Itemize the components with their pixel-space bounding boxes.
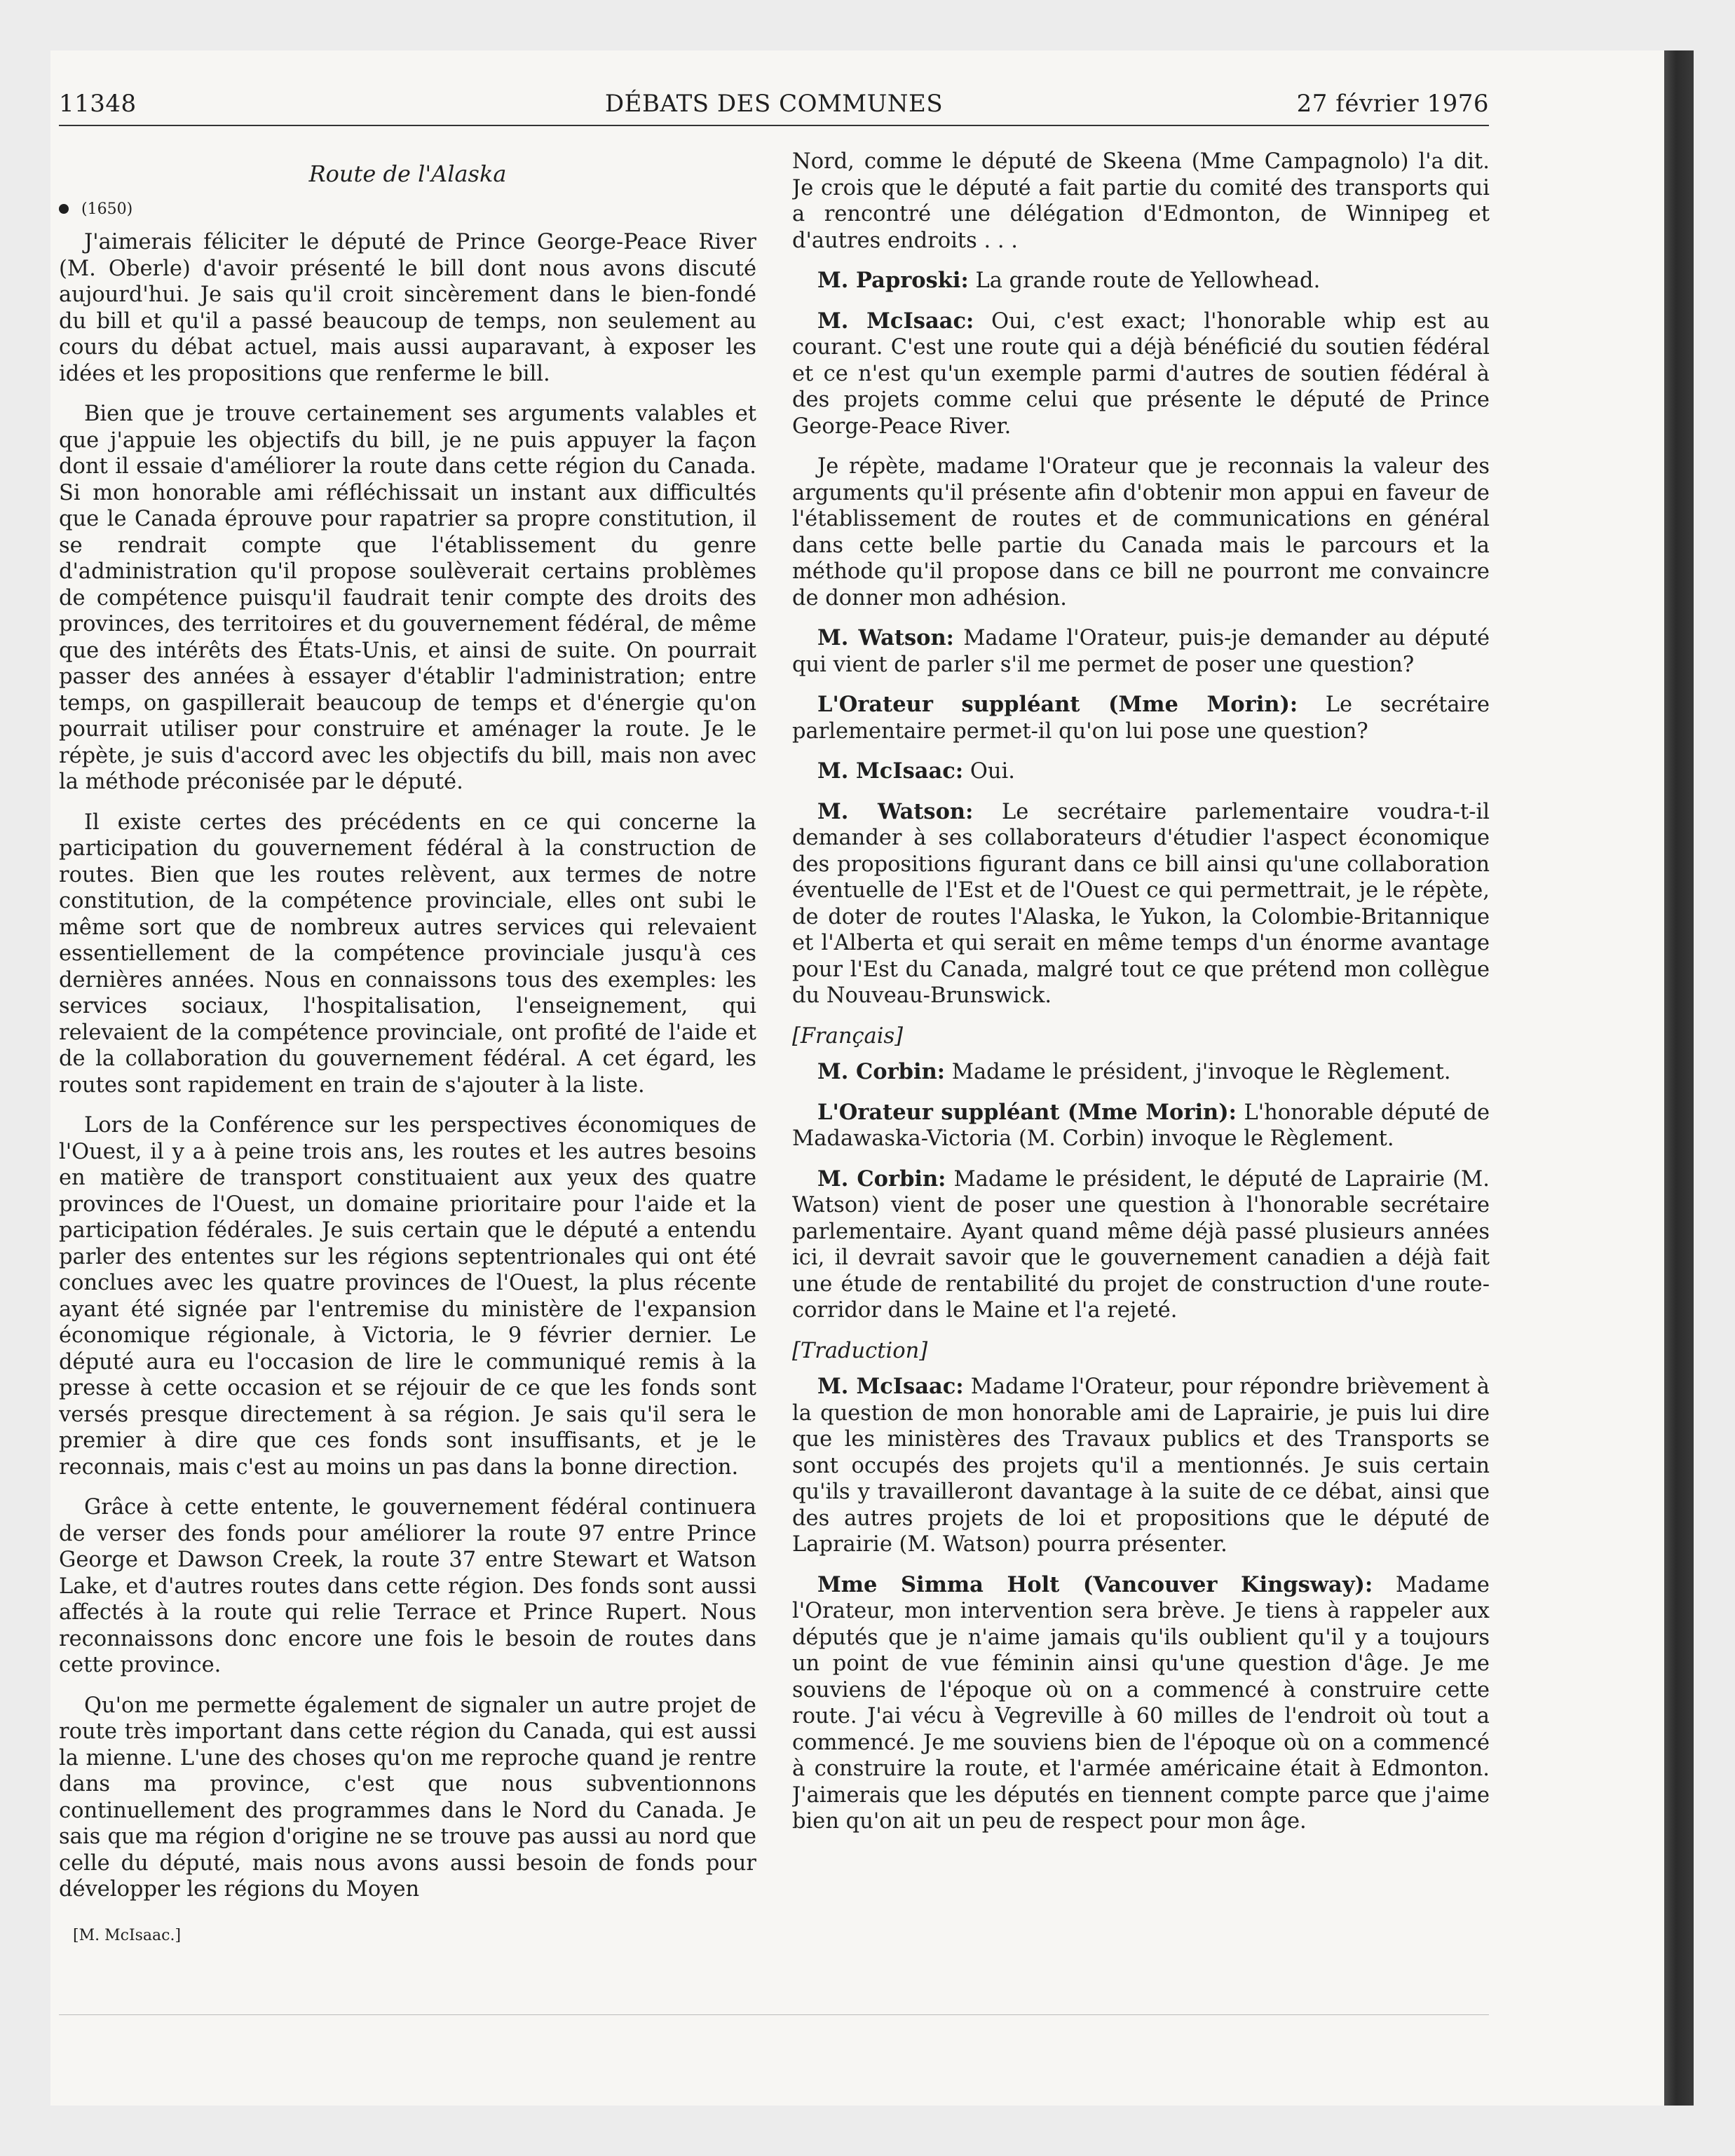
speech-text: L'honorable député de Madawaska-Victoria (M. Corbin) invoque le Règlement.	[792, 1100, 1490, 1151]
paragraph	[792, 758, 1490, 785]
speech-text: La grande route de Yellowhead.	[968, 268, 1321, 293]
paragraph: Bien que je trouve certainement ses arguments valables et que j'appuie les objectifs du bill, je ne puis appuyer la façon dont il essaie d'améliorer la route dans cette région du Canada. Si mon honorable ami réfléchissait un instant aux difficultés que le Canada éprouve pour rapatrier sa propre constitution, il se rendrait compte que l'établissement du genre d'administration qu'il propose soulèverait certains problèmes de compétence puisqu'il faudrait tenir compte des droits des provinces, des territoires et du gouvernement fédéral, de même que des intérêts des États-Unis, et ainsi de suite. On pourrait passer des années à essayer d'établir l'administration; entre temps, on gaspillerait beaucoup de temps et d'énergie qu'on pourrait utiliser pour construire et aménager la route. Je le répète, je suis d'accord avec les objectifs du bill, mais non avec la méthode préconisée par le député.	[59, 402, 756, 794]
paragraph	[792, 1166, 1490, 1324]
speaker-name: L'Orateur suppléant (Mme Morin):	[817, 1099, 1237, 1125]
paragraph	[792, 1100, 1490, 1152]
speech-text: Madame le président, j'invoque le Règlement.	[945, 1060, 1451, 1084]
publication-date: 27 février 1976	[1296, 90, 1489, 118]
speech-text: Madame l'Orateur, mon intervention sera brève. Je tiens à rappeler aux députés que je n'aime jamais qu'ils oublient qu'il y a toujours un point de vue féminin ainsi qu'une question d'âge. Je me souviens de l'époque où on a commencé à construire cette route. J'ai vécu à Vegreville à 60 milles de l'endroit où tout a commencé. Je me souviens bien de l'époque où on a commencé à construire la route, et l'armée américaine était à Edmonton. J'aimerais que les députés en tiennent compte parce que j'aime bien qu'on ait un peu de respect pour mon âge.	[792, 1572, 1490, 1834]
speaker-name: M. Watson:	[817, 798, 974, 824]
speech-text: Madame le président, le député de Laprairie (M. Watson) vient de poser une question à l'honorable secrétaire parlementaire. Ayant quand même déjà passé plusieurs années ici, il devrait savoir que le gouvernement canadien a déjà fait une étude de rentabilité du projet de construction d'une route-corridor dans le Maine et l'a rejeté.	[792, 1166, 1490, 1323]
speech-text: Madame l'Orateur, pour répondre brièvement à la question de mon honorable ami de Laprairie, je puis lui dire que les ministères des Travaux publics et des Transports se sont occupés des projets qu'il a mentionnés. Je suis certain qu'ils y travailleront davantage à la suite de ce débat, ainsi que des autres projets de loi et propositions que le député de Laprairie (M. Watson) pourra présenter.	[792, 1374, 1490, 1557]
page-number: 11348	[59, 90, 137, 118]
right-column	[792, 149, 1490, 2013]
speech-text: Le secrétaire parlementaire permet-il qu'on lui pose une question?	[792, 692, 1490, 744]
speaker-name: M. McIsaac:	[817, 758, 964, 784]
paragraph	[792, 1374, 1490, 1558]
speaker-name: M. Watson:	[817, 625, 954, 650]
paragraph	[792, 453, 1490, 611]
speaker-name: L'Orateur suppléant (Mme Morin):	[817, 692, 1298, 717]
speech-text: Oui, c'est exact; l'honorable whip est au courant. C'est une route qui a déjà bénéficié du soutien fédéral et ce n'est qu'un exemple parmi d'autres de soutien fédéral à des projets comme celui que présente le député de Prince George-Peace River.	[792, 308, 1490, 439]
language-tag	[792, 1338, 1490, 1365]
speech-text: Oui.	[963, 759, 1015, 784]
speech-text: Je répète, madame l'Orateur que je reconnais la valeur des arguments qu'il présente afin d'obtenir mon appui en faveur de l'établissement de routes et de communications en général dans cette belle partie du Canada mais le parcours et la méthode qu'il propose dans ce bill ne pourront me convaincre de donner mon adhésion.	[792, 454, 1490, 610]
speaker-name: M. Corbin:	[817, 1059, 946, 1084]
speaker-name: M. Paproski:	[817, 268, 969, 293]
paragraph: Qu'on me permette également de signaler un autre projet de route très important dans cette région du Canada, qui est aussi la mienne. L'une des choses qu'on me reproche quand je rentre dans ma province, c'est que nous subventionnons continuellement des programmes dans le Nord du Canada. Je sais que ma région d'origine ne se trouve pas aussi au nord que celle du député, mais nous avons aussi besoin de fonds pour développer les régions du Moyen	[59, 1693, 756, 1902]
left-column	[59, 149, 756, 2013]
paragraph	[792, 308, 1490, 440]
speech-text: Le secrétaire parlementaire voudra-t-il demander à ses collaborateurs d'étudier l'aspect économique des propositions figurant dans ce bill ainsi qu'une collaboration éventuelle de l'Est et de l'Ouest ce qui permettrait, je le répète, de doter de routes l'Alaska, le Yukon, la Colombie-Britannique et l'Alberta et qui serait en même temps d'un énorme avantage pour l'Est du Canada, malgré tout ce que prétend mon collègue du Nouveau-Brunswick.	[792, 799, 1490, 1008]
language-tag-text: [Traduction]	[792, 1338, 928, 1363]
speech-text: Madame l'Orateur, puis-je demander au député qui vient de parler s'il me permet de poser une question?	[792, 626, 1490, 677]
paragraph	[792, 625, 1490, 678]
footer-rule	[59, 2014, 1489, 2015]
speaker-name: M. McIsaac:	[817, 1374, 964, 1399]
speaker-name: M. McIsaac:	[817, 308, 974, 334]
paragraph	[792, 149, 1490, 254]
header-rule	[59, 125, 1489, 126]
timestamp-text: (1650)	[81, 200, 133, 218]
paragraph	[792, 799, 1490, 1009]
binding-edge	[1664, 50, 1694, 2106]
speaker-name: Mme Simma Holt (Vancouver Kingsway):	[817, 1571, 1373, 1597]
paragraph	[792, 1059, 1490, 1086]
speaker-name: M. Corbin:	[817, 1166, 946, 1192]
bullet-icon	[59, 204, 69, 214]
page-header	[59, 90, 1489, 121]
timestamp	[59, 196, 756, 223]
speaker-signature: [M. McIsaac.]	[73, 1926, 182, 1944]
language-tag-text: [Français]	[792, 1023, 904, 1049]
paragraph	[792, 1572, 1490, 1835]
speech-text: Nord, comme le député de Skeena (Mme Campagnolo) l'a dit. Je crois que le député a fait partie du comité des transports qui a rencontré une délégation d'Edmonton, de Winnipeg et d'autres endroits . . .	[792, 149, 1490, 253]
paragraph	[792, 692, 1490, 744]
paragraph: Grâce à cette entente, le gouvernement fédéral continuera de verser des fonds pour améliorer la route 97 entre Prince George et Dawson Creek, la route 37 entre Stewart et Watson Lake, et d'autres routes dans cette région. Des fonds sont aussi affectés à la route qui relie Terrace et Prince Rupert. Nous reconnaissons donc encore une fois le besoin de routes dans cette province.	[59, 1495, 756, 1677]
language-tag	[792, 1023, 1490, 1050]
publication-title: DÉBATS DES COMMUNES	[604, 90, 944, 118]
paragraph: Il existe certes des précédents en ce qui concerne la participation du gouvernement fédéral à la construction de routes. Bien que les routes relèvent, aux termes de notre constitution, de la compétence provinciale, elles ont subi le même sort que de nombreux autres services qui relevaient essentiellement de la compétence provinciale jusqu'à ces dernières années. Nous en connaissons tous des exemples: les services sociaux, l'hospitalisation, l'enseignement, qui relevaient de la compétence provinciale, ont profité de l'aide et de la collaboration du gouvernement fédéral. A cet égard, les routes sont rapidement en train de s'ajouter à la liste.	[59, 810, 756, 1098]
paragraph	[792, 268, 1490, 294]
running-title: Route de l'Alaska	[308, 161, 507, 187]
paragraph: Lors de la Conférence sur les perspectives économiques de l'Ouest, il y a à peine trois ans, les routes et les autres besoins en matière de transport constituaient aux yeux des quatre provinces de l'Ouest, un domaine prioritaire pour l'aide et la participation fédérales. Je suis certain que le député a entendu parler des ententes sur les régions septentrionales qui ont été conclues avec les quatre provinces de l'Ouest, la plus récente ayant été signée par l'entremise du ministère de l'expansion économique régionale, à Victoria, le 9 février dernier. Le député aura eu l'occasion de lire le communiqué remis à la presse à cette occasion et se réjouir de ce que les fonds sont versés presque directement à sa région. Je sais qu'il sera le premier à dire que ces fonds sont insuffisants, et je le reconnais, mais c'est au moins un pas dans la bonne direction.	[59, 1113, 756, 1480]
paragraph: J'aimerais féliciter le député de Prince George-Peace River (M. Oberle) d'avoir présenté le bill dont nous avons discuté aujourd'hui. Je sais qu'il croit sincèrement dans le bien-fondé du bill et qu'il a passé beaucoup de temps, non seulement au cours du débat actuel, mais aussi auparavant, à exposer les idées et les propositions que renferme le bill.	[59, 230, 756, 386]
